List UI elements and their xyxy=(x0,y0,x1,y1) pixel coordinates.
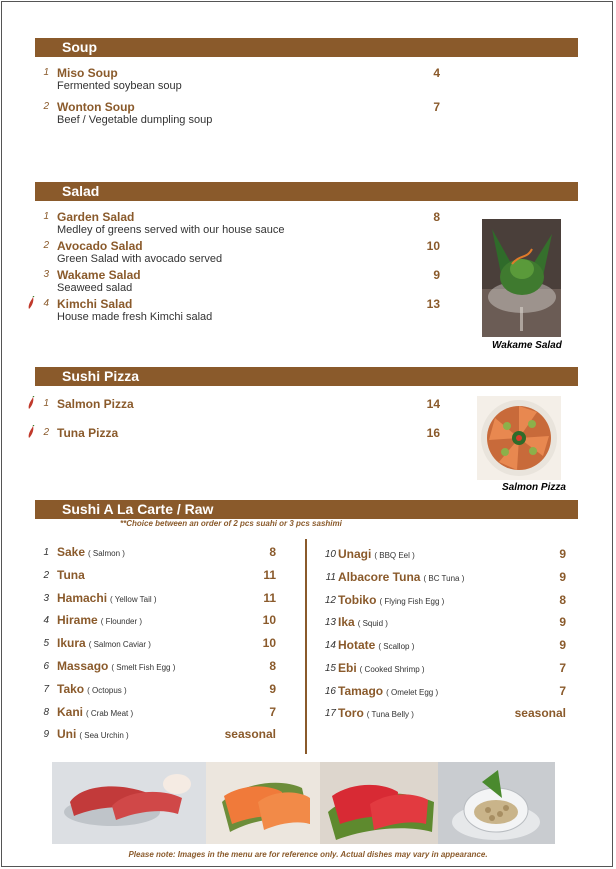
item-number: 7 xyxy=(43,684,49,695)
item-number: 4 xyxy=(43,615,49,626)
item-price: 11 xyxy=(263,568,276,582)
item-name: Garden Salad xyxy=(57,210,135,224)
item-name: Tobiko xyxy=(338,593,377,607)
item-number: 8 xyxy=(43,707,49,718)
item-subtitle: ( Salmon ) xyxy=(88,549,125,558)
item-number: 1 xyxy=(43,398,49,409)
section-note: **Choice between an order of 2 pcs suahi or 3 pcs sashimi xyxy=(120,519,342,528)
item-description: Beef / Vegetable dumpling soup xyxy=(57,114,213,126)
item-subtitle: ( Tuna Belly ) xyxy=(366,710,414,719)
item-name: Tuna xyxy=(57,568,85,582)
item-price: 14 xyxy=(426,397,440,411)
item-name: Unagi xyxy=(338,547,372,561)
item-price: 9 xyxy=(559,638,566,652)
item-name: Kani xyxy=(57,705,84,719)
item-name: Toro xyxy=(338,706,364,720)
item-price: 11 xyxy=(263,591,276,605)
item-subtitle: ( Crab Meat ) xyxy=(86,709,134,718)
sushi-item xyxy=(35,591,276,607)
item-price: 9 xyxy=(269,682,276,696)
item-name: Tuna Pizza xyxy=(57,426,119,440)
sushi-item xyxy=(316,615,566,631)
image-caption: Wakame Salad xyxy=(492,340,562,351)
item-subtitle: ( Flying Fish Egg ) xyxy=(379,597,445,606)
image-caption: Salmon Pizza xyxy=(502,482,566,493)
item-price: seasonal xyxy=(224,727,276,741)
section-header-sushi-pizza: Sushi Pizza xyxy=(35,367,578,386)
item-name: Wakame Salad xyxy=(57,268,141,282)
item-name: Ika xyxy=(338,615,355,629)
item-number: 15 xyxy=(324,663,336,674)
item-description: Green Salad with avocado served xyxy=(57,253,223,265)
item-subtitle: ( BC Tuna ) xyxy=(423,574,465,583)
item-subtitle: ( Cooked Shrimp ) xyxy=(359,665,425,674)
item-subtitle: ( BBQ Eel ) xyxy=(374,551,415,560)
item-price: 9 xyxy=(559,547,566,561)
item-name: Avocado Salad xyxy=(57,239,143,253)
sushi-item xyxy=(316,661,566,677)
item-subtitle: ( Yellow Tail ) xyxy=(110,595,157,604)
item-price: seasonal xyxy=(514,706,566,720)
item-subtitle: ( Scallop ) xyxy=(378,642,415,651)
item-subtitle: ( Squid ) xyxy=(357,619,388,628)
sushi-item xyxy=(35,659,276,675)
item-name: Hotate xyxy=(338,638,376,652)
item-name: Kimchi Salad xyxy=(57,297,133,311)
section-header-sushi: Sushi A La Carte / Raw xyxy=(35,500,578,519)
item-price: 10 xyxy=(262,636,276,650)
section-header-salad: Salad xyxy=(35,182,578,201)
item-price: 16 xyxy=(426,426,440,440)
item-subtitle: ( Omelet Egg ) xyxy=(386,688,439,697)
item-price: 4 xyxy=(433,66,440,80)
footer-disclaimer: Please note: Images in the menu are for reference only. Actual dishes may vary in appearance. xyxy=(128,850,488,859)
item-number: 2 xyxy=(43,240,49,251)
item-number: 5 xyxy=(43,638,49,649)
item-description: House made fresh Kimchi salad xyxy=(57,311,213,323)
item-number: 1 xyxy=(43,547,49,558)
item-price: 7 xyxy=(269,705,276,719)
item-number: 9 xyxy=(43,729,49,740)
item-number: 3 xyxy=(43,593,49,604)
item-number: 1 xyxy=(43,211,49,222)
item-number: 6 xyxy=(43,661,49,672)
sushi-item xyxy=(35,705,276,721)
item-price: 8 xyxy=(433,210,440,224)
item-subtitle: ( Sea Urchin ) xyxy=(79,731,129,740)
sushi-item xyxy=(35,727,276,743)
item-price: 13 xyxy=(426,297,440,311)
item-price: 7 xyxy=(559,661,566,675)
item-price: 9 xyxy=(433,268,440,282)
sushi-item xyxy=(35,613,276,629)
item-name: Ebi xyxy=(338,661,357,675)
item-name: Hirame xyxy=(57,613,98,627)
item-name: Albacore Tuna xyxy=(338,570,421,584)
sushi-item xyxy=(35,636,276,652)
wakame-salad-photo xyxy=(482,219,561,337)
item-price: 10 xyxy=(262,613,276,627)
item-name: Tamago xyxy=(338,684,384,698)
item-name: Salmon Pizza xyxy=(57,397,134,411)
chili-pepper-icon xyxy=(27,425,35,439)
item-price: 9 xyxy=(559,615,566,629)
item-number: 16 xyxy=(324,686,336,697)
sushi-item xyxy=(316,706,566,722)
item-description: Seaweed salad xyxy=(57,282,133,294)
item-number: 13 xyxy=(324,617,336,628)
item-number: 12 xyxy=(324,595,336,606)
item-number: 2 xyxy=(43,570,49,581)
sushi-item xyxy=(316,570,566,586)
item-number: 14 xyxy=(324,640,336,651)
sushi-item xyxy=(35,682,276,698)
chili-pepper-icon xyxy=(27,296,35,310)
item-number: 10 xyxy=(324,549,336,560)
item-name: Uni xyxy=(57,727,77,741)
sushi-item xyxy=(316,593,566,609)
item-name: Ikura xyxy=(57,636,86,650)
item-description: Medley of greens served with our house sauce xyxy=(57,224,285,236)
item-price: 8 xyxy=(269,659,276,673)
sushi-item xyxy=(316,547,566,563)
sushi-item xyxy=(316,638,566,654)
item-price: 8 xyxy=(559,593,566,607)
item-number: 2 xyxy=(43,427,49,438)
item-description: Fermented soybean soup xyxy=(57,80,182,92)
sushi-item xyxy=(35,568,276,584)
item-name: Sake xyxy=(57,545,86,559)
item-subtitle: ( Smelt Fish Egg ) xyxy=(111,663,176,672)
sushi-item xyxy=(316,684,566,700)
section-header-soup: Soup xyxy=(35,38,578,57)
item-name: Hamachi xyxy=(57,591,108,605)
item-subtitle: ( Salmon Caviar ) xyxy=(88,640,151,649)
item-price: 7 xyxy=(559,684,566,698)
item-number: 2 xyxy=(43,101,49,112)
chili-pepper-icon xyxy=(27,396,35,410)
item-name: Massago xyxy=(57,659,109,673)
item-price: 9 xyxy=(559,570,566,584)
sushi-photo-strip xyxy=(52,762,555,844)
item-price: 7 xyxy=(433,100,440,114)
item-price: 8 xyxy=(269,545,276,559)
item-price: 10 xyxy=(426,239,440,253)
item-number: 3 xyxy=(43,269,49,280)
item-number: 4 xyxy=(43,298,49,309)
item-number: 17 xyxy=(324,708,336,719)
item-number: 1 xyxy=(43,67,49,78)
item-number: 11 xyxy=(325,572,336,583)
column-divider xyxy=(305,539,307,754)
item-subtitle: ( Flounder ) xyxy=(100,617,143,626)
item-name: Tako xyxy=(57,682,85,696)
sushi-item xyxy=(35,545,276,561)
item-subtitle: ( Octopus ) xyxy=(87,686,127,695)
item-name: Miso Soup xyxy=(57,66,118,80)
salmon-pizza-photo xyxy=(477,396,561,480)
item-name: Wonton Soup xyxy=(57,100,135,114)
